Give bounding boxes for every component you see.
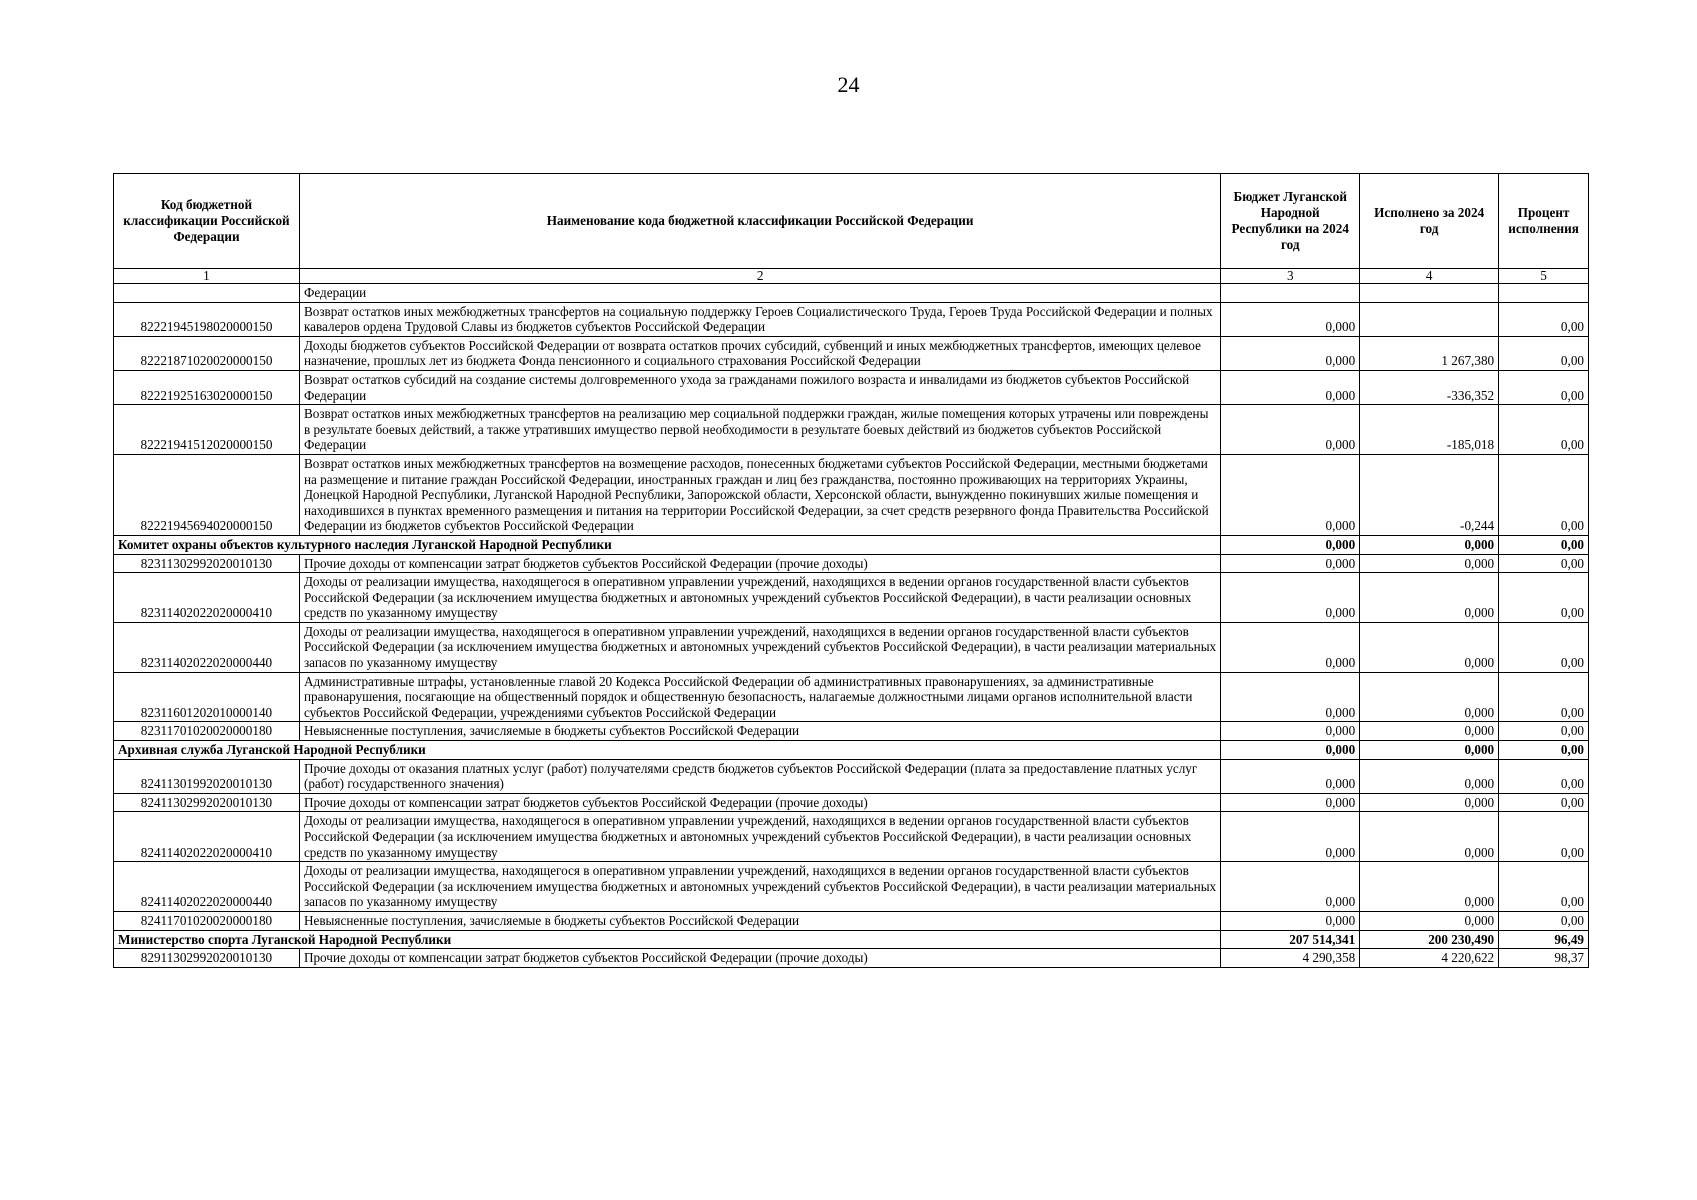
code-cell: 82311701020020000180: [114, 722, 300, 741]
executed-cell: -336,352: [1360, 370, 1499, 404]
percent-cell: 0,00: [1499, 622, 1589, 672]
section-title: Комитет охраны объектов культурного наследия Луганской Народной Республики: [114, 535, 1221, 554]
budget-cell: 0,000: [1221, 535, 1360, 554]
percent-cell: 0,00: [1499, 336, 1589, 370]
table-row: [114, 672, 1589, 722]
section-row: [114, 535, 1589, 554]
budget-cell: 0,000: [1221, 370, 1360, 404]
budget-cell: 0,000: [1221, 573, 1360, 623]
name-cell: Доходы от реализации имущества, находящегося в оперативном управлении учреждений, находящихся в ведении органов государственной власти субъектов Российской Федерации (за исключением имущества бюджетных и автономных учреждений субъектов Российской Федерации), в части реализации материальных запасов по указанному имуществу: [299, 622, 1220, 672]
name-cell: Административные штрафы, установленные главой 20 Кодекса Российской Федерации об административных правонарушениях, за административные правонарушения, посягающие на общественный порядок и общественную безопасность, налагаемые должностными лицами органов исполнительной власти субъектов Российской Федерации, учреждениями субъектов Российской Федерации: [299, 672, 1220, 722]
code-cell: 82311302992020010130: [114, 554, 300, 573]
percent-cell: 0,00: [1499, 554, 1589, 573]
table-row: [114, 336, 1589, 370]
executed-cell: 0,000: [1360, 759, 1499, 793]
executed-cell: 0,000: [1360, 862, 1499, 912]
table-row: [114, 793, 1589, 812]
code-cell: 82911302992020010130: [114, 949, 300, 968]
budget-cell: 4 290,358: [1221, 949, 1360, 968]
percent-cell: 0,00: [1499, 302, 1589, 336]
header-code: Код бюджетной классификации Российской Федерации: [114, 174, 300, 269]
section-row: [114, 741, 1589, 760]
code-cell: 82411701020020000180: [114, 911, 300, 930]
executed-cell: 200 230,490: [1360, 930, 1499, 949]
table-row: [114, 949, 1589, 968]
budget-cell: [1221, 284, 1360, 303]
header-name: Наименование кода бюджетной классификации Российской Федерации: [299, 174, 1220, 269]
table-row: [114, 454, 1589, 535]
percent-cell: 0,00: [1499, 862, 1589, 912]
table-row: [114, 405, 1589, 455]
executed-cell: 0,000: [1360, 535, 1499, 554]
percent-cell: 0,00: [1499, 793, 1589, 812]
budget-cell: 0,000: [1221, 554, 1360, 573]
table-row: [114, 622, 1589, 672]
header-budget: Бюджет Луганской Народной Республики на 2024 год: [1221, 174, 1360, 269]
budget-cell: 0,000: [1221, 862, 1360, 912]
section-title: Архивная служба Луганской Народной Республики: [114, 741, 1221, 760]
code-cell: 82221941512020000150: [114, 405, 300, 455]
percent-cell: 0,00: [1499, 405, 1589, 455]
percent-cell: 0,00: [1499, 370, 1589, 404]
budget-cell: 0,000: [1221, 741, 1360, 760]
table-row: [114, 554, 1589, 573]
name-cell: Возврат остатков иных межбюджетных трансфертов на социальную поддержку Героев Социалистического Труда, Героев Труда Российской Федерации и полных кавалеров ордена Трудовой Славы из бюджетов субъектов Российской Федерации: [299, 302, 1220, 336]
percent-cell: 96,49: [1499, 930, 1589, 949]
executed-cell: [1360, 302, 1499, 336]
header-executed: Исполнено за 2024 год: [1360, 174, 1499, 269]
percent-cell: 0,00: [1499, 741, 1589, 760]
table-header: [114, 174, 1589, 284]
budget-cell: 0,000: [1221, 812, 1360, 862]
code-cell: 82221945198020000150: [114, 302, 300, 336]
name-cell: Доходы от реализации имущества, находящегося в оперативном управлении учреждений, находящихся в ведении органов государственной власти субъектов Российской Федерации (за исключением имущества бюджетных и автономных учреждений субъектов Российской Федерации), в части реализации основных средств по указанному имуществу: [299, 573, 1220, 623]
code-cell: 82411402022020000410: [114, 812, 300, 862]
column-number: 1: [114, 269, 300, 284]
budget-cell: 0,000: [1221, 622, 1360, 672]
percent-cell: 0,00: [1499, 535, 1589, 554]
percent-cell: [1499, 284, 1589, 303]
name-cell: Невыясненные поступления, зачисляемые в бюджеты субъектов Российской Федерации: [299, 722, 1220, 741]
executed-cell: -185,018: [1360, 405, 1499, 455]
budget-cell: 0,000: [1221, 454, 1360, 535]
table-row: [114, 862, 1589, 912]
code-cell: 82221871020020000150: [114, 336, 300, 370]
executed-cell: 4 220,622: [1360, 949, 1499, 968]
executed-cell: 0,000: [1360, 672, 1499, 722]
name-cell: Прочие доходы от оказания платных услуг (работ) получателями средств бюджетов субъектов Российской Федерации (плата за предоставление платных услуг (работ) государственного значения): [299, 759, 1220, 793]
name-cell: Федерации: [299, 284, 1220, 303]
code-cell: [114, 284, 300, 303]
executed-cell: 0,000: [1360, 554, 1499, 573]
code-cell: 82411402022020000440: [114, 862, 300, 912]
executed-cell: 0,000: [1360, 812, 1499, 862]
table-row: [114, 812, 1589, 862]
code-cell: 82411301992020010130: [114, 759, 300, 793]
executed-cell: -0,244: [1360, 454, 1499, 535]
budget-cell: 0,000: [1221, 759, 1360, 793]
table-row: [114, 370, 1589, 404]
code-cell: 82311601202010000140: [114, 672, 300, 722]
percent-cell: 0,00: [1499, 759, 1589, 793]
page-number: 24: [837, 72, 860, 97]
budget-table: [113, 173, 1589, 968]
executed-cell: 1 267,380: [1360, 336, 1499, 370]
budget-cell: 0,000: [1221, 793, 1360, 812]
column-number: 3: [1221, 269, 1360, 284]
executed-cell: 0,000: [1360, 741, 1499, 760]
budget-cell: 0,000: [1221, 911, 1360, 930]
percent-cell: 0,00: [1499, 672, 1589, 722]
table-body: [114, 284, 1589, 968]
column-numbers-row: [114, 269, 1589, 284]
budget-cell: 0,000: [1221, 336, 1360, 370]
executed-cell: 0,000: [1360, 573, 1499, 623]
budget-cell: 0,000: [1221, 302, 1360, 336]
table-row: [114, 759, 1589, 793]
column-number: 5: [1499, 269, 1589, 284]
name-cell: Доходы бюджетов субъектов Российской Федерации от возврата остатков прочих субсидий, субвенций и иных межбюджетных трансфертов, имеющих целевое назначение, прошлых лет из бюджета Фонда пенсионного и социального страхования Российской Федерации: [299, 336, 1220, 370]
code-cell: 82311402022020000410: [114, 573, 300, 623]
budget-cell: 207 514,341: [1221, 930, 1360, 949]
percent-cell: 98,37: [1499, 949, 1589, 968]
table-row: [114, 302, 1589, 336]
executed-cell: [1360, 284, 1499, 303]
name-cell: Доходы от реализации имущества, находящегося в оперативном управлении учреждений, находящихся в ведении органов государственной власти субъектов Российской Федерации (за исключением имущества бюджетных и автономных учреждений субъектов Российской Федерации), в части реализации основных средств по указанному имуществу: [299, 812, 1220, 862]
name-cell: Прочие доходы от компенсации затрат бюджетов субъектов Российской Федерации (прочие доходы): [299, 949, 1220, 968]
column-number: 2: [299, 269, 1220, 284]
name-cell: Возврат остатков субсидий на создание системы долговременного ухода за гражданами пожилого возраста и инвалидами из бюджетов субъектов Российской Федерации: [299, 370, 1220, 404]
header-percent: Процент исполнения: [1499, 174, 1589, 269]
budget-cell: 0,000: [1221, 405, 1360, 455]
name-cell: Доходы от реализации имущества, находящегося в оперативном управлении учреждений, находящихся в ведении органов государственной власти субъектов Российской Федерации (за исключением имущества бюджетных и автономных учреждений субъектов Российской Федерации), в части реализации материальных запасов по указанному имуществу: [299, 862, 1220, 912]
code-cell: 82221925163020000150: [114, 370, 300, 404]
table-row: [114, 573, 1589, 623]
code-cell: 82311402022020000440: [114, 622, 300, 672]
table-row: [114, 722, 1589, 741]
percent-cell: 0,00: [1499, 812, 1589, 862]
name-cell: Прочие доходы от компенсации затрат бюджетов субъектов Российской Федерации (прочие доходы): [299, 554, 1220, 573]
name-cell: Прочие доходы от компенсации затрат бюджетов субъектов Российской Федерации (прочие доходы): [299, 793, 1220, 812]
executed-cell: 0,000: [1360, 911, 1499, 930]
executed-cell: 0,000: [1360, 622, 1499, 672]
percent-cell: 0,00: [1499, 454, 1589, 535]
percent-cell: 0,00: [1499, 573, 1589, 623]
code-cell: 82221945694020000150: [114, 454, 300, 535]
table-row: [114, 284, 1589, 303]
section-title: Министерство спорта Луганской Народной Республики: [114, 930, 1221, 949]
table-row: [114, 911, 1589, 930]
column-number: 4: [1360, 269, 1499, 284]
code-cell: 82411302992020010130: [114, 793, 300, 812]
percent-cell: 0,00: [1499, 722, 1589, 741]
budget-cell: 0,000: [1221, 672, 1360, 722]
executed-cell: 0,000: [1360, 793, 1499, 812]
name-cell: Возврат остатков иных межбюджетных трансфертов на возмещение расходов, понесенных бюджетами субъектов Российской Федерации, местными бюджетами на размещение и питание граждан Российской Федерации, иностранных граждан и лиц без гражданства, постоянно проживающих на территориях Украины, Донецкой Народной Республики, Луганской Народной Республики, Запорожской области, Херсонской области, вынужденно покинувших жилые помещения и находившихся в пунктах временного размещения и питания на территории Российской Федерации, за счет средств резервного фонда Правительства Российской Федерации из бюджетов субъектов Российской Федерации: [299, 454, 1220, 535]
budget-cell: 0,000: [1221, 722, 1360, 741]
executed-cell: 0,000: [1360, 722, 1499, 741]
percent-cell: 0,00: [1499, 911, 1589, 930]
name-cell: Возврат остатков иных межбюджетных трансфертов на реализацию мер социальной поддержки граждан, жилые помещения которых утрачены или повреждены в результате боевых действий, а также утративших имущество первой необходимости в результате боевых действий из бюджетов субъектов Российской Федерации: [299, 405, 1220, 455]
name-cell: Невыясненные поступления, зачисляемые в бюджеты субъектов Российской Федерации: [299, 911, 1220, 930]
section-row: [114, 930, 1589, 949]
